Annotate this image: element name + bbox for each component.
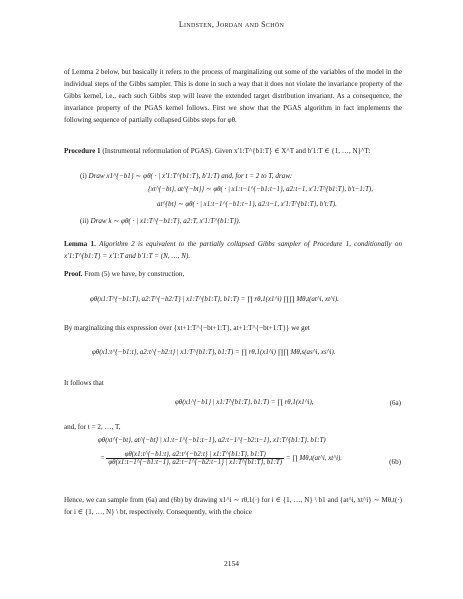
eq-6b-label: (6b) [389, 458, 401, 466]
page-number: 2154 [224, 559, 239, 568]
procedure-eq1: {xt^{−bt}, at^{−bt}} ∼ φθ( · | x1:t−1^{−b1:t−1}, a2:t−1, x′1:T^{b1:T}, b′t−1:T), [148, 186, 373, 193]
eq-6b-lhs: φθ(xt^{−bt}, at^{−bt} | x1:t−1^{−b1:t−1}, a2:t−1^{−b2:t−1}, x1:T^{b1:T}, b1:T) [98, 437, 326, 444]
procedure-eq2: at^{bt} ∼ φθ( · | x1:t−1^{−b1:t−1}, a2:t−1, x′1:T^{b1:T}, b′t:T). [157, 201, 337, 208]
eq-construction: φθ(x1:T^{−b1:T}, a2:T^{−b2:T} | x1:T^{b1:T}, b1:T) = ∏ rθ,1(x1^i) ∏∏ Mθ,t(at^i, xt^i). [90, 296, 339, 303]
lemma-text: Algorithm 2 is equivalent to the partially collapsed Gibbs sampler of Procedure 1, conditionally on x′1:T^{b1:T} = x′1:T and b′1:T = (N, …, N). [64, 240, 402, 260]
eq-6b-frac [106, 451, 284, 466]
procedure-desc: (Instrumental reformulation of PGAS). Given x′1:T^{b1:T} ∈ X^T and b′1:T ∈ {1, …, N}^T: [102, 147, 371, 155]
proof-title: Proof. [64, 270, 83, 278]
and-for-text: and, for t = 2, …, T, [64, 423, 121, 431]
marginalize-text: By marginalizing this expression over {xt+1:T^{−bt+1:T}, at+1:T^{−bt+1:T}} we get [64, 324, 310, 332]
proof-intro [64, 268, 402, 280]
procedure-block [64, 145, 402, 157]
eq-marginalized: φθ(x1:t^{−b1:t}, a2:t^{−b2:t} | x1:T^{b1:T}, b1:T) = ∏ rθ,1(x1^i) ∏∏ Mθ,s(as^i, xs^i). [92, 349, 336, 356]
intro-text: of Lemma 2 below, but basically it refers to the process of marginalizing out some of the variables of the model in the individual steps of the Gibbs sampler. This is done in such a way that it does not violate the invariance property of the Gibbs kernel, i.e., each such Gibbs step will leave the extended target distribution invariant. As a consequence, the invariance property of the PGAS kernel follows. First we show that the PGAS algorithm in fact implements the following sequence of partially collapsed Gibbs steps for φθ. [64, 68, 402, 124]
eq-6a: φθ(x1^{−b1} | x1:T^{b1:T}, b1:T) = ∏ rθ,1(x1^i), [175, 399, 314, 406]
step-ii-text: Draw k ∼ φθ( · | x1:T^{−b1:T}, a2:T, x′1:T^{b1:T}). [90, 217, 241, 225]
lemma-block [64, 238, 402, 262]
follows-paragraph [64, 377, 402, 389]
step-ii-label: (ii) [80, 217, 89, 225]
procedure-step-ii [80, 215, 402, 227]
eq-6b-fraction: = $\frac{\varphi\theta(x1:t\^{}\{-b1:t\}, a2:t\^{}\{-b2:t\} | x1:T\^{}\{b1:T\}, b1:T)}{\varphi\theta(x1:t-1\^{}\{-b1:t-1\}, a2:t-1\^{}\{-b2:t-1\} | x1:T\^{}\{b1:T\}, b1:T)}$ = ∏ Mθ,t(at^i, xt^i). [100, 451, 343, 466]
procedure-title: Procedure 1 [64, 147, 101, 155]
procedure-step-i [80, 170, 402, 182]
eq-6b-rhs: = ∏ Mθ,t(at^i, xt^i). [285, 455, 343, 463]
intro-paragraph [64, 66, 402, 126]
marginalize-paragraph [64, 322, 402, 334]
running-header: Lindsten, Jordan and Schön [178, 20, 285, 29]
eq-6b-denominator: φθ(x1:t−1^{−b1:t−1}, a2:t−1^{−b2:t−1} | x1:T^{b1:T}, b1:T) [108, 459, 283, 466]
lemma-title: Lemma 1. [64, 240, 96, 248]
step-i-label: (i) [80, 172, 87, 180]
follows-text: It follows that [64, 379, 104, 387]
eq-6a-label: (6a) [389, 399, 401, 407]
hence-paragraph [64, 494, 402, 518]
eq-6b-numerator: φθ(x1:t^{−b1:t}, a2:t^{−b2:t} | x1:T^{b1:T}, b1:T) [106, 451, 284, 459]
and-for-paragraph [64, 421, 402, 433]
hence-text: Hence, we can sample from (6a) and (6b) by drawing x1^i ∼ rθ,1(·) for i ∈ {1, …, N} \ b1 and {at^i, xt^i} ∼ Mθ,t(·) for i ∈ {1, …, N} \ bt, respectively. Consequently, with the choice [64, 496, 402, 516]
step-i-text: Draw x1^{−b1} ∼ φθ( · | x′1:T^{b1:T}, b′1:T) and, for t = 2 to T, draw: [88, 172, 293, 180]
proof-text: From (5) we have, by construction, [84, 270, 185, 278]
